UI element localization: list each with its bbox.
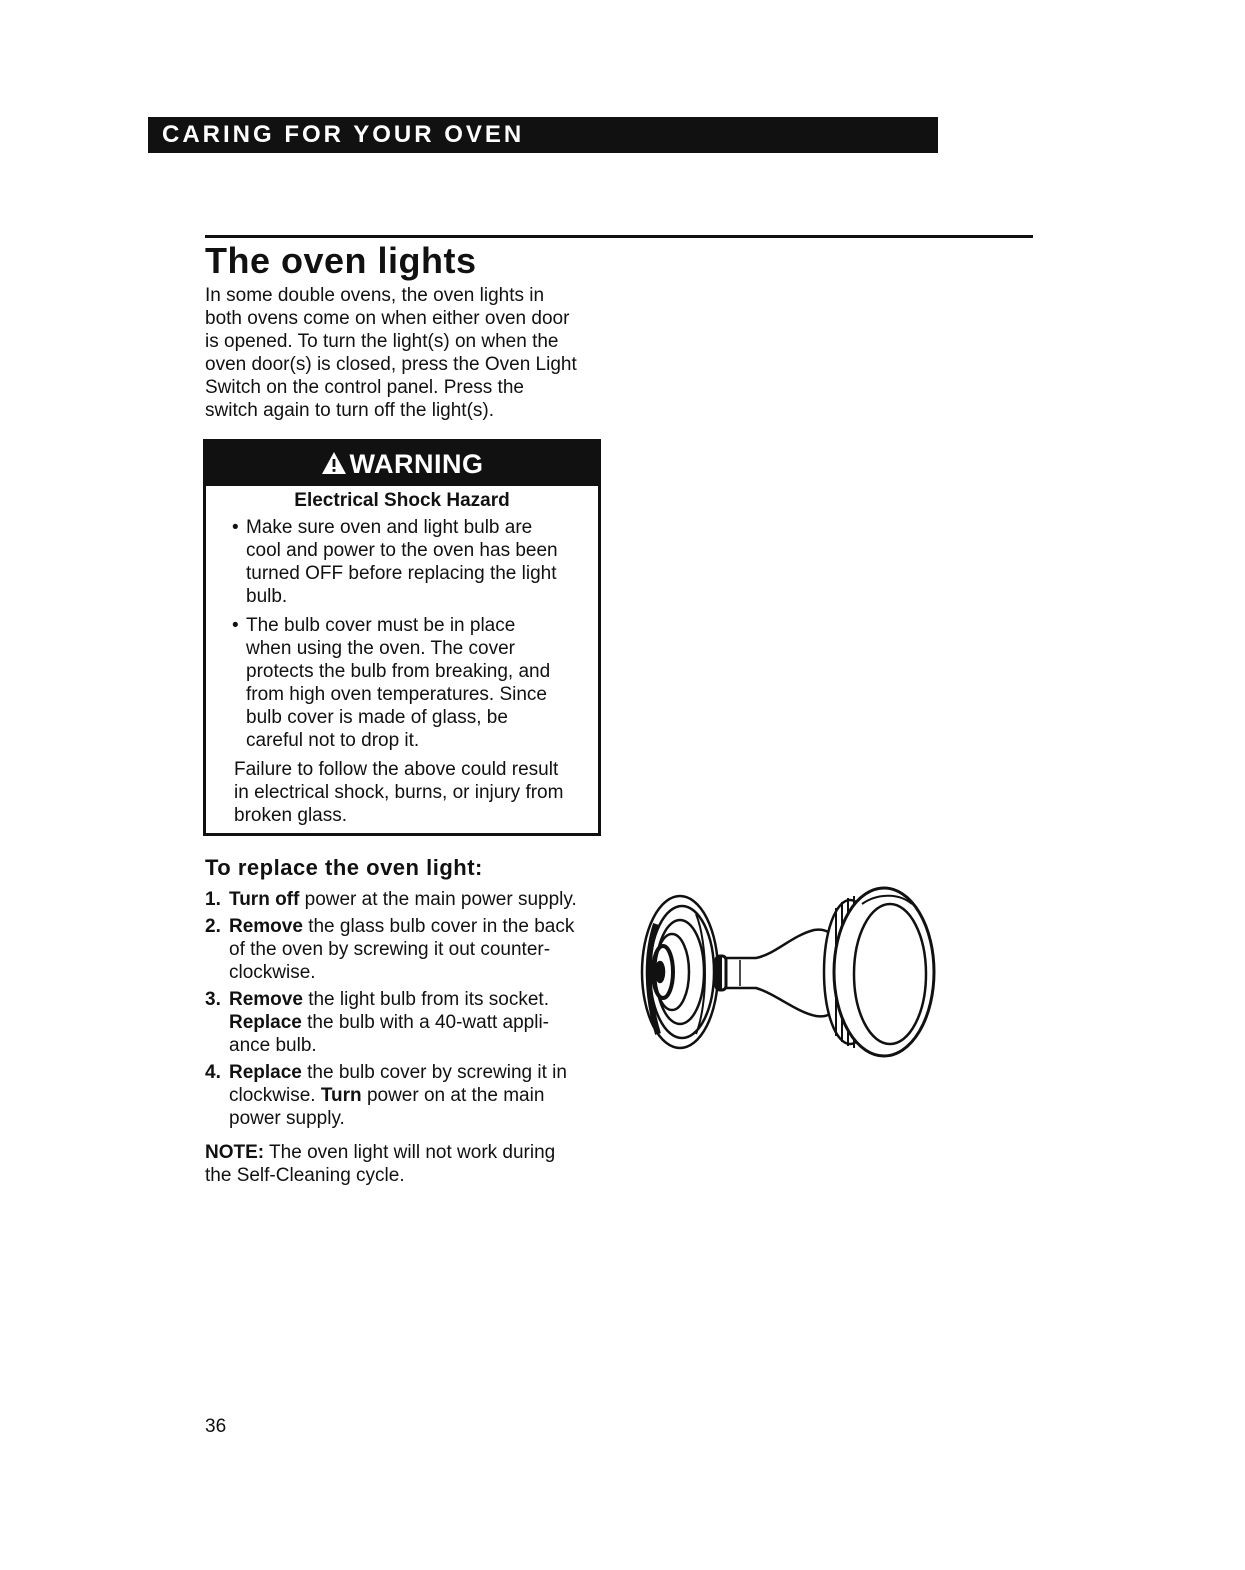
step-action: Remove <box>229 916 303 937</box>
step-line-text: the glass bulb cover in the back <box>302 916 575 937</box>
step-line: clockwise. <box>229 962 316 983</box>
step-line <box>229 888 577 911</box>
warning-bullet <box>230 516 598 608</box>
page-number: 36 <box>205 1416 227 1437</box>
step-text <box>229 915 574 984</box>
bullet-line: protects the bulb from breaking, and <box>246 661 551 682</box>
illustration <box>636 884 936 1064</box>
step-line <box>229 1084 567 1107</box>
step-line <box>229 1061 567 1084</box>
bullet-line: bulb cover is made of glass, be <box>246 707 508 728</box>
bullet-dot: • <box>232 517 239 538</box>
bullet-line: careful not to drop it. <box>246 730 420 751</box>
step-text <box>229 1061 567 1130</box>
hazard-title: Electrical Shock Hazard <box>294 490 510 511</box>
step-action: Turn <box>320 1085 362 1106</box>
bullet-line: from high oven temperatures. Since <box>246 684 547 705</box>
note-line: the Self-Cleaning cycle. <box>205 1165 405 1186</box>
warning-header <box>206 442 598 486</box>
step-action: Replace <box>229 1062 302 1083</box>
note-label: NOTE: <box>205 1142 265 1163</box>
page-title: The oven lights <box>205 240 477 281</box>
step-number: 4. <box>205 1062 221 1083</box>
step-action: Turn off <box>229 889 300 910</box>
note-line <box>205 1141 555 1164</box>
bullet-text <box>246 516 558 608</box>
note-text: The oven light will not work during <box>264 1142 556 1163</box>
step-line <box>229 1011 549 1034</box>
step-line <box>229 915 574 938</box>
step-line-text: the bulb with a 40-watt appli- <box>301 1012 550 1033</box>
replace-steps-list <box>205 888 610 1134</box>
step-item <box>205 988 610 1057</box>
bullet-line: The bulb cover must be in place <box>246 615 516 636</box>
step-line: ance bulb. <box>229 1035 317 1056</box>
step-text <box>229 988 549 1057</box>
step-text <box>229 888 577 911</box>
bullet-line: Make sure oven and light bulb are <box>246 517 533 538</box>
step-line-text: power at the main power supply. <box>299 889 577 910</box>
step-line-text: power on at the main <box>361 1085 545 1106</box>
step-line: of the oven by screwing it out counter- <box>229 939 551 960</box>
intro-paragraph <box>205 284 605 422</box>
intro-line: both ovens come on when either oven door <box>205 308 570 329</box>
bullet-line: cool and power to the oven has been <box>246 540 558 561</box>
failure-statement <box>234 758 598 827</box>
warning-bullet <box>230 614 598 752</box>
title-rule <box>205 235 1033 238</box>
step-line <box>229 988 549 1011</box>
bullet-dot: • <box>232 615 239 636</box>
bullet-line: turned OFF before replacing the light <box>246 563 557 584</box>
step-item <box>205 915 610 984</box>
failure-line: Failure to follow the above could result <box>234 759 559 780</box>
step-item <box>205 1061 610 1130</box>
intro-line: switch again to turn off the light(s). <box>205 400 495 421</box>
intro-line: In some double ovens, the oven lights in <box>205 285 545 306</box>
step-action: Remove <box>229 989 303 1010</box>
replace-section-title: To replace the oven light: <box>205 855 483 880</box>
warning-triangle-icon <box>321 451 347 475</box>
failure-line: broken glass. <box>234 805 348 826</box>
warning-body <box>206 486 598 827</box>
step-line: power supply. <box>229 1108 345 1129</box>
step-number: 1. <box>205 889 221 910</box>
intro-line: oven door(s) is closed, press the Oven Light <box>205 354 577 375</box>
step-number: 2. <box>205 916 221 937</box>
step-line-text: the light bulb from its socket. <box>302 989 549 1010</box>
bullet-line: bulb. <box>246 586 288 607</box>
section-title-bar <box>148 117 938 153</box>
section-title: CARING FOR YOUR OVEN <box>162 121 525 148</box>
failure-line: in electrical shock, burns, or injury from <box>234 782 564 803</box>
oven-light-bulb-and-cover-icon <box>636 884 936 1064</box>
intro-line: is opened. To turn the light(s) on when the <box>205 331 559 352</box>
step-line-text: clockwise. <box>229 1085 321 1106</box>
warning-label: WARNING <box>349 448 484 479</box>
bullet-text <box>246 614 550 752</box>
warning-box <box>203 439 601 836</box>
note-paragraph <box>205 1141 555 1187</box>
step-action: Replace <box>229 1012 302 1033</box>
step-line-text: the bulb cover by screwing it in <box>301 1062 567 1083</box>
bullet-line: when using the oven. The cover <box>246 638 515 659</box>
step-item <box>205 888 610 911</box>
intro-line: Switch on the control panel. Press the <box>205 377 524 398</box>
step-number: 3. <box>205 989 221 1010</box>
